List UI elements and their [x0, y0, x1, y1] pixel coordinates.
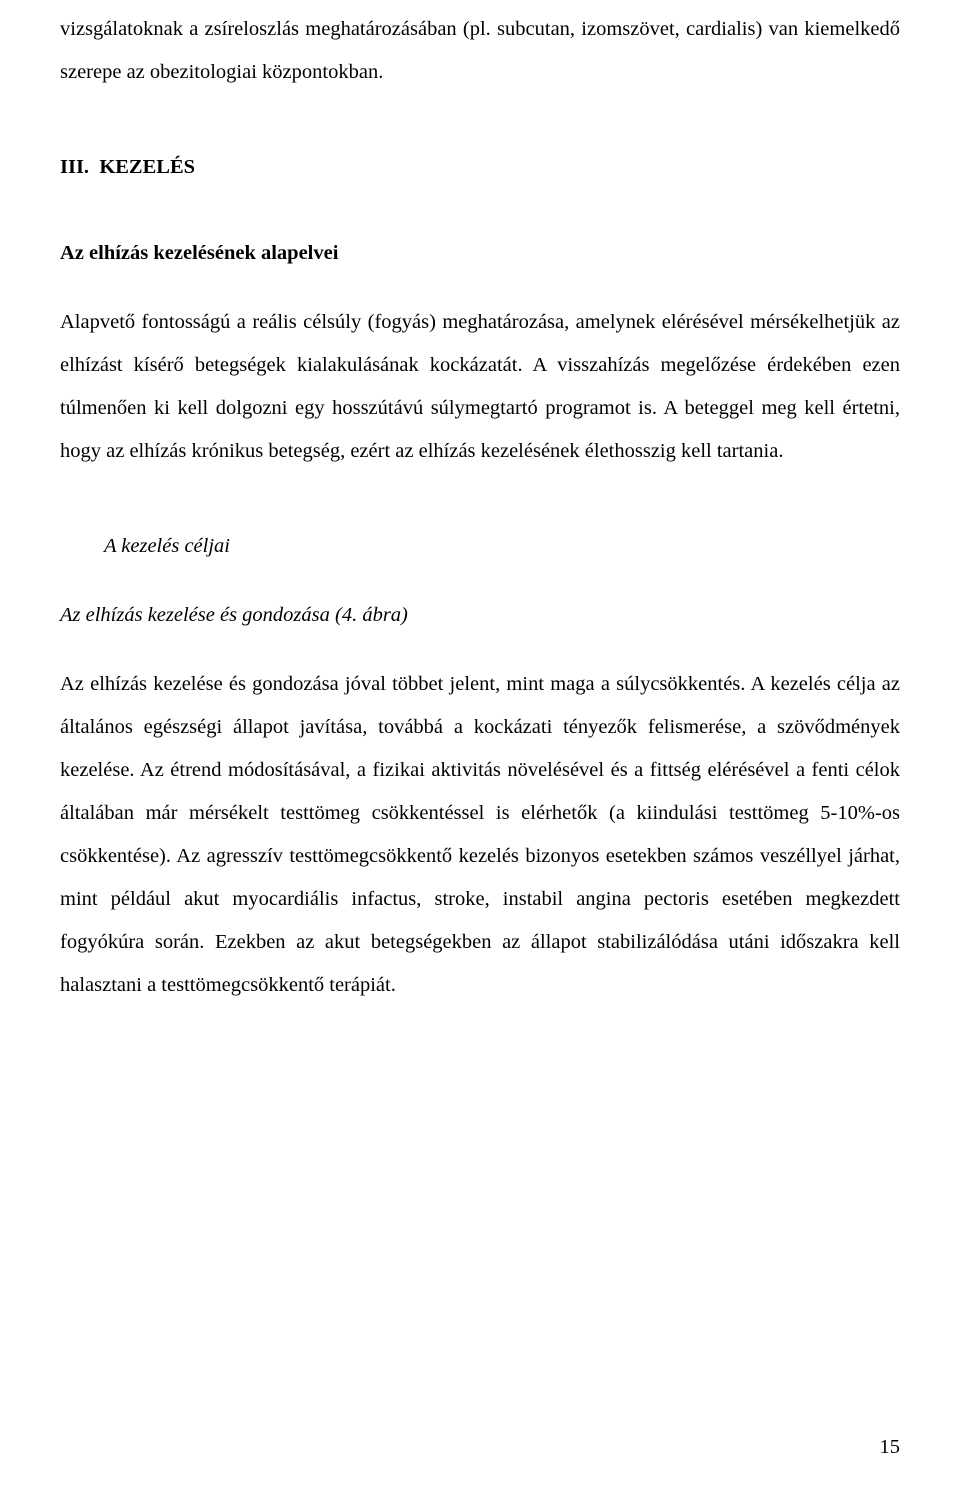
spacer [60, 568, 900, 594]
spacer [60, 637, 900, 663]
spacer [60, 275, 900, 301]
page-content [60, 0, 900, 1007]
italic-heading-figure-ref: Az elhízás kezelése és gondozása (4. ábra) [60, 604, 408, 626]
section-heading-space [89, 156, 99, 178]
section-number: III. [60, 156, 90, 178]
paragraph-2: Az elhízás kezelése és gondozása jóval többet jelent, mint maga a súlycsökkentés. A kezelés célja az általános egészségi állapot javítása, továbbá a kockázati tényezők felismerése, a szövődmények kezelése. Az étrend módosításával, a fizikai aktivitás növelésével és a fittség elérésével a fenti célok általában már mérsékelt testtömeg csökkentéssel is elérhetők (a kiindulási testtömeg 5-10%-os csökkentése). Az agresszív testtömegcsökkentő kezelés bizonyos esetekben számos veszéllyel járhat, mint például akut myocardiális infactus, stroke, instabil angina pectoris esetében megkezdett fogyókúra során. Ezekben az akut betegségekben az állapot stabilizálódása utáni időszakra kell halasztani a testtömegcsökkentő terápiát. [60, 673, 900, 996]
spacer [60, 473, 900, 525]
section-title: KEZELÉS [99, 156, 196, 178]
page-number: 15 [879, 1436, 900, 1458]
spacer [60, 189, 900, 232]
top-paragraph: vizsgálatoknak a zsíreloszlás meghatározásában (pl. subcutan, izomszövet, cardialis) van kiemelkedő szerepe az obezitologiai központokban. [60, 18, 900, 83]
italic-heading-kezeles-celjai: A kezelés céljai [104, 535, 230, 557]
paragraph-1: Alapvető fontosságú a reális célsúly (fogyás) meghatározása, amelynek elérésével mérsékelhetjük az elhízást kísérő betegségek kialakulásának kockázatát. A visszahízás megelőzése érdekében ezen túlmenően ki kell dolgozni egy hosszútávú súlymegtartó programot is. A beteggel meg kell értetni, hogy az elhízás krónikus betegség, ezért az elhízás kezelésének élethosszig kell tartania. [60, 311, 900, 462]
subsection-title: Az elhízás kezelésének alapelvei [60, 242, 339, 264]
spacer [60, 94, 900, 146]
section-heading [60, 146, 900, 189]
